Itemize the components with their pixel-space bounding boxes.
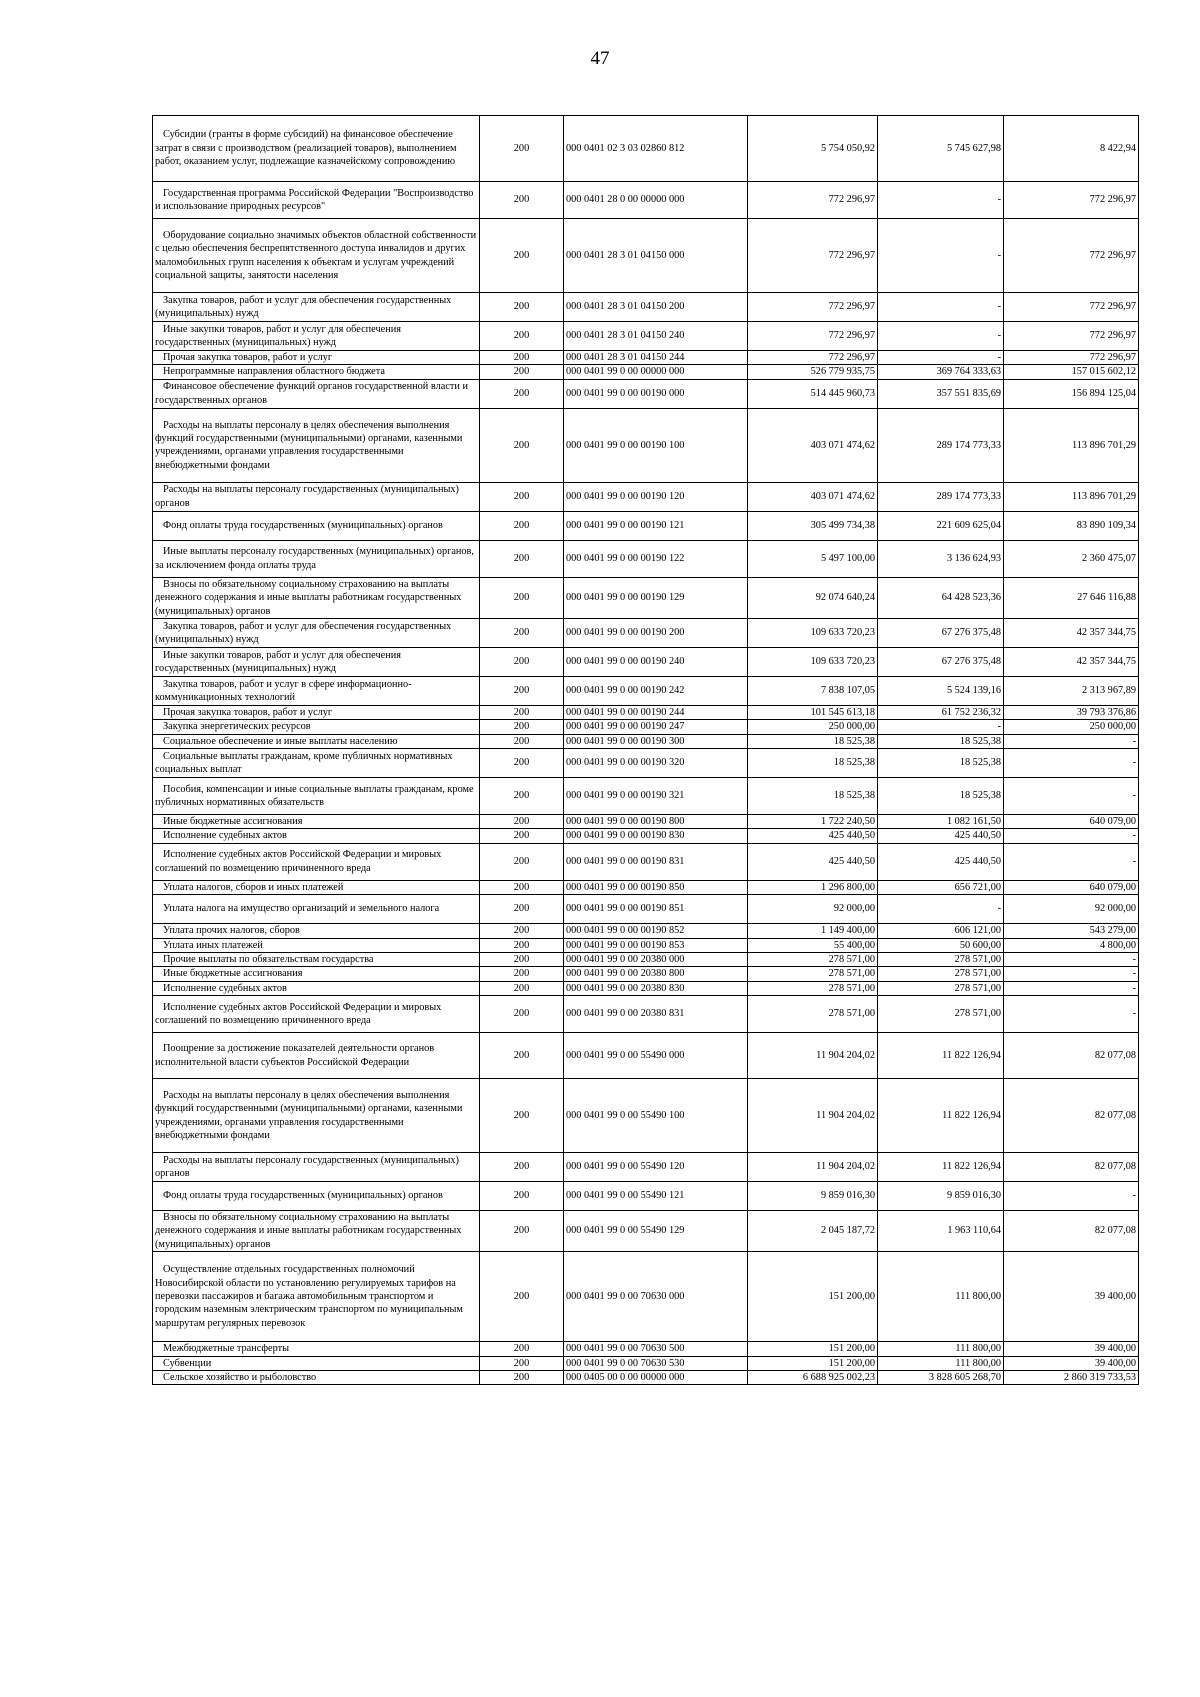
cell-rest: - <box>1004 734 1139 748</box>
cell-done: 278 571,00 <box>878 996 1004 1033</box>
cell-plan: 18 525,38 <box>748 749 878 778</box>
cell-done: 1 963 110,64 <box>878 1211 1004 1252</box>
cell-code: 200 <box>480 880 564 894</box>
cell-kbk: 000 0401 99 0 00 00190 851 <box>564 895 748 924</box>
cell-rest: 82 077,08 <box>1004 1153 1139 1182</box>
cell-name: Прочие выплаты по обязательствам государства <box>153 952 480 966</box>
table-row <box>153 577 1139 618</box>
table-row <box>153 778 1139 815</box>
table-row <box>153 219 1139 293</box>
cell-plan: 18 525,38 <box>748 734 878 748</box>
cell-plan: 250 000,00 <box>748 720 878 734</box>
table-row <box>153 1033 1139 1079</box>
cell-name: Прочая закупка товаров, работ и услуг <box>153 705 480 719</box>
cell-done: - <box>878 322 1004 351</box>
cell-name: Поощрение за достижение показателей деятельности органов исполнительной власти субъектов Российской Федерации <box>153 1033 480 1079</box>
cell-code: 200 <box>480 996 564 1033</box>
cell-kbk: 000 0401 99 0 00 00190 242 <box>564 676 748 705</box>
cell-code: 200 <box>480 676 564 705</box>
cell-done: - <box>878 351 1004 365</box>
cell-name: Закупка товаров, работ и услуг для обеспечения государственных (муниципальных) нужд <box>153 293 480 322</box>
cell-plan: 1 296 800,00 <box>748 880 878 894</box>
cell-kbk: 000 0401 99 0 00 00190 300 <box>564 734 748 748</box>
cell-rest: 27 646 116,88 <box>1004 577 1139 618</box>
cell-code: 200 <box>480 351 564 365</box>
cell-plan: 278 571,00 <box>748 952 878 966</box>
cell-name: Пособия, компенсации и иные социальные выплаты гражданам, кроме публичных нормативных обязательств <box>153 778 480 815</box>
cell-plan: 151 200,00 <box>748 1356 878 1370</box>
cell-name: Субвенции <box>153 1356 480 1370</box>
table-row <box>153 618 1139 647</box>
cell-plan: 772 296,97 <box>748 293 878 322</box>
cell-kbk: 000 0401 99 0 00 00190 800 <box>564 815 748 829</box>
cell-kbk: 000 0401 99 0 00 55490 120 <box>564 1153 748 1182</box>
cell-kbk: 000 0401 99 0 00 70630 530 <box>564 1356 748 1370</box>
cell-code: 200 <box>480 182 564 219</box>
cell-rest: - <box>1004 967 1139 981</box>
cell-plan: 151 200,00 <box>748 1342 878 1356</box>
cell-rest: - <box>1004 996 1139 1033</box>
cell-rest: 39 400,00 <box>1004 1356 1139 1370</box>
cell-code: 200 <box>480 219 564 293</box>
table-row <box>153 829 1139 843</box>
cell-name: Взносы по обязательному социальному страхованию на выплаты денежного содержания и иные выплаты работникам государственных (муниципальных) органов <box>153 1211 480 1252</box>
cell-done: 289 174 773,33 <box>878 408 1004 482</box>
cell-name: Уплата налогов, сборов и иных платежей <box>153 880 480 894</box>
cell-plan: 2 045 187,72 <box>748 1211 878 1252</box>
cell-name: Закупка товаров, работ и услуг для обеспечения государственных (муниципальных) нужд <box>153 618 480 647</box>
cell-kbk: 000 0401 99 0 00 20380 800 <box>564 967 748 981</box>
table-row <box>153 720 1139 734</box>
cell-code: 200 <box>480 540 564 577</box>
cell-code: 200 <box>480 1182 564 1211</box>
cell-done: 425 440,50 <box>878 843 1004 880</box>
cell-done: - <box>878 293 1004 322</box>
cell-plan: 11 904 204,02 <box>748 1153 878 1182</box>
cell-done: 289 174 773,33 <box>878 482 1004 511</box>
cell-kbk: 000 0401 99 0 00 00190 831 <box>564 843 748 880</box>
cell-name: Иные закупки товаров, работ и услуг для обеспечения государственных (муниципальных) нужд <box>153 322 480 351</box>
cell-plan: 403 071 474,62 <box>748 482 878 511</box>
cell-done: 5 745 627,98 <box>878 116 1004 182</box>
cell-done: 3 136 624,93 <box>878 540 1004 577</box>
cell-name: Сельское хозяйство и рыболовство <box>153 1370 480 1384</box>
cell-plan: 772 296,97 <box>748 182 878 219</box>
cell-done: 18 525,38 <box>878 749 1004 778</box>
cell-code: 200 <box>480 577 564 618</box>
page-number: 47 <box>590 48 610 69</box>
table-row <box>153 952 1139 966</box>
cell-kbk: 000 0401 99 0 00 55490 000 <box>564 1033 748 1079</box>
table-row <box>153 182 1139 219</box>
cell-code: 200 <box>480 1153 564 1182</box>
table-row <box>153 924 1139 938</box>
cell-rest: 82 077,08 <box>1004 1079 1139 1153</box>
cell-name: Расходы на выплаты персоналу государственных (муниципальных) органов <box>153 1153 480 1182</box>
table-row <box>153 895 1139 924</box>
cell-done: 656 721,00 <box>878 880 1004 894</box>
cell-code: 200 <box>480 734 564 748</box>
cell-rest: - <box>1004 843 1139 880</box>
cell-code: 200 <box>480 1342 564 1356</box>
cell-rest: 113 896 701,29 <box>1004 408 1139 482</box>
table-row <box>153 981 1139 995</box>
cell-name: Финансовое обеспечение функций органов государственной власти и государственных органов <box>153 379 480 408</box>
cell-plan: 151 200,00 <box>748 1252 878 1342</box>
cell-name: Межбюджетные трансферты <box>153 1342 480 1356</box>
cell-kbk: 000 0401 99 0 00 00190 129 <box>564 577 748 618</box>
cell-name: Фонд оплаты труда государственных (муниципальных) органов <box>153 511 480 540</box>
cell-done: 221 609 625,04 <box>878 511 1004 540</box>
table-row <box>153 365 1139 379</box>
cell-code: 200 <box>480 618 564 647</box>
cell-done: 369 764 333,63 <box>878 365 1004 379</box>
table-row <box>153 880 1139 894</box>
cell-code: 200 <box>480 981 564 995</box>
cell-plan: 305 499 734,38 <box>748 511 878 540</box>
cell-code: 200 <box>480 967 564 981</box>
table-row <box>153 996 1139 1033</box>
cell-name: Социальные выплаты гражданам, кроме публичных нормативных социальных выплат <box>153 749 480 778</box>
table-row <box>153 1356 1139 1370</box>
table-row <box>153 1079 1139 1153</box>
cell-code: 200 <box>480 293 564 322</box>
cell-code: 200 <box>480 843 564 880</box>
cell-name: Расходы на выплаты персоналу государственных (муниципальных) органов <box>153 482 480 511</box>
cell-kbk: 000 0401 99 0 00 00190 853 <box>564 938 748 952</box>
cell-plan: 278 571,00 <box>748 967 878 981</box>
cell-plan: 772 296,97 <box>748 322 878 351</box>
cell-done: 606 121,00 <box>878 924 1004 938</box>
cell-done: 61 752 236,32 <box>878 705 1004 719</box>
cell-plan: 11 904 204,02 <box>748 1079 878 1153</box>
cell-plan: 101 545 613,18 <box>748 705 878 719</box>
cell-rest: - <box>1004 1182 1139 1211</box>
cell-rest: 157 015 602,12 <box>1004 365 1139 379</box>
cell-done: 11 822 126,94 <box>878 1033 1004 1079</box>
cell-done: - <box>878 720 1004 734</box>
cell-rest: 113 896 701,29 <box>1004 482 1139 511</box>
cell-done: 111 800,00 <box>878 1356 1004 1370</box>
cell-code: 200 <box>480 952 564 966</box>
cell-code: 200 <box>480 815 564 829</box>
cell-name: Расходы на выплаты персоналу в целях обеспечения выполнения функций государственными (муниципальными) органами, казенными учреждениями, органами управления государственными внебюджетными фондами <box>153 1079 480 1153</box>
cell-done: - <box>878 182 1004 219</box>
cell-code: 200 <box>480 749 564 778</box>
cell-rest: 772 296,97 <box>1004 219 1139 293</box>
cell-rest: 2 313 967,89 <box>1004 676 1139 705</box>
cell-rest: 83 890 109,34 <box>1004 511 1139 540</box>
cell-rest: 543 279,00 <box>1004 924 1139 938</box>
cell-plan: 425 440,50 <box>748 829 878 843</box>
cell-code: 200 <box>480 1356 564 1370</box>
cell-rest: 92 000,00 <box>1004 895 1139 924</box>
cell-kbk: 000 0401 99 0 00 55490 121 <box>564 1182 748 1211</box>
table-row <box>153 116 1139 182</box>
cell-code: 200 <box>480 1252 564 1342</box>
cell-code: 200 <box>480 829 564 843</box>
cell-kbk: 000 0401 99 0 00 55490 100 <box>564 1079 748 1153</box>
cell-code: 200 <box>480 1079 564 1153</box>
cell-kbk: 000 0401 02 3 03 02860 812 <box>564 116 748 182</box>
cell-rest: 250 000,00 <box>1004 720 1139 734</box>
cell-rest: 82 077,08 <box>1004 1033 1139 1079</box>
cell-done: 64 428 523,36 <box>878 577 1004 618</box>
cell-rest: 156 894 125,04 <box>1004 379 1139 408</box>
cell-rest: 39 793 376,86 <box>1004 705 1139 719</box>
cell-done: 278 571,00 <box>878 952 1004 966</box>
cell-kbk: 000 0401 99 0 00 00190 247 <box>564 720 748 734</box>
cell-done: 1 082 161,50 <box>878 815 1004 829</box>
cell-done: 278 571,00 <box>878 981 1004 995</box>
cell-name: Субсидии (гранты в форме субсидий) на финансовое обеспечение затрат в связи с производством (реализацией товаров), выполнением работ, оказанием услуг, подлежащие казначейскому сопровождению <box>153 116 480 182</box>
cell-code: 200 <box>480 1211 564 1252</box>
cell-kbk: 000 0401 99 0 00 00190 120 <box>564 482 748 511</box>
cell-plan: 772 296,97 <box>748 219 878 293</box>
cell-kbk: 000 0401 99 0 00 20380 831 <box>564 996 748 1033</box>
cell-name: Закупка товаров, работ и услуг в сфере информационно-коммуникационных технологий <box>153 676 480 705</box>
cell-rest: 8 422,94 <box>1004 116 1139 182</box>
cell-name: Уплата налога на имущество организаций и земельного налога <box>153 895 480 924</box>
cell-name: Иные закупки товаров, работ и услуг для обеспечения государственных (муниципальных) нужд <box>153 647 480 676</box>
cell-kbk: 000 0401 99 0 00 00190 240 <box>564 647 748 676</box>
cell-plan: 9 859 016,30 <box>748 1182 878 1211</box>
cell-code: 200 <box>480 116 564 182</box>
cell-kbk: 000 0401 99 0 00 00190 200 <box>564 618 748 647</box>
cell-rest: 772 296,97 <box>1004 351 1139 365</box>
cell-done: 111 800,00 <box>878 1252 1004 1342</box>
table-row <box>153 379 1139 408</box>
cell-kbk: 000 0401 99 0 00 55490 129 <box>564 1211 748 1252</box>
table-row <box>153 351 1139 365</box>
cell-name: Взносы по обязательному социальному страхованию на выплаты денежного содержания и иные выплаты работникам государственных (муниципальных) органов <box>153 577 480 618</box>
cell-name: Осуществление отдельных государственных полномочий Новосибирской области по установлению регулируемых тарифов на перевозки пассажиров и багажа автомобильным транспортом и городским наземным электрическим транспортом по муниципальным маршрутам регулярных перевозок <box>153 1252 480 1342</box>
cell-kbk: 000 0401 99 0 00 00190 852 <box>564 924 748 938</box>
cell-done: 5 524 139,16 <box>878 676 1004 705</box>
cell-name: Исполнение судебных актов Российской Федерации и мировых соглашений по возмещению причиненного вреда <box>153 843 480 880</box>
cell-done: 425 440,50 <box>878 829 1004 843</box>
cell-code: 200 <box>480 365 564 379</box>
cell-kbk: 000 0401 28 3 01 04150 244 <box>564 351 748 365</box>
cell-done: 18 525,38 <box>878 778 1004 815</box>
cell-plan: 425 440,50 <box>748 843 878 880</box>
table-row <box>153 705 1139 719</box>
table-row <box>153 843 1139 880</box>
cell-kbk: 000 0401 99 0 00 00190 321 <box>564 778 748 815</box>
table-row <box>153 293 1139 322</box>
cell-rest: 42 357 344,75 <box>1004 618 1139 647</box>
cell-done: 18 525,38 <box>878 734 1004 748</box>
cell-code: 200 <box>480 647 564 676</box>
cell-kbk: 000 0401 99 0 00 70630 500 <box>564 1342 748 1356</box>
cell-done: 67 276 375,48 <box>878 618 1004 647</box>
cell-name: Уплата прочих налогов, сборов <box>153 924 480 938</box>
cell-plan: 1 722 240,50 <box>748 815 878 829</box>
table-row <box>153 408 1139 482</box>
cell-name: Закупка энергетических ресурсов <box>153 720 480 734</box>
cell-rest: 640 079,00 <box>1004 880 1139 894</box>
cell-plan: 92 000,00 <box>748 895 878 924</box>
cell-kbk: 000 0401 99 0 00 00000 000 <box>564 365 748 379</box>
cell-code: 200 <box>480 322 564 351</box>
cell-kbk: 000 0405 00 0 00 00000 000 <box>564 1370 748 1384</box>
cell-done: - <box>878 895 1004 924</box>
cell-done: 11 822 126,94 <box>878 1079 1004 1153</box>
cell-name: Оборудование социально значимых объектов областной собственности с целью обеспечения беспрепятственного доступа инвалидов и других маломобильных групп населения к объектам и услугам учреждений социальной защиты, занятости населения <box>153 219 480 293</box>
cell-plan: 278 571,00 <box>748 996 878 1033</box>
cell-done: 357 551 835,69 <box>878 379 1004 408</box>
cell-plan: 6 688 925 002,23 <box>748 1370 878 1384</box>
cell-rest: 2 360 475,07 <box>1004 540 1139 577</box>
cell-kbk: 000 0401 99 0 00 20380 830 <box>564 981 748 995</box>
cell-plan: 18 525,38 <box>748 778 878 815</box>
cell-code: 200 <box>480 720 564 734</box>
cell-rest: 39 400,00 <box>1004 1252 1139 1342</box>
cell-plan: 5 754 050,92 <box>748 116 878 182</box>
cell-kbk: 000 0401 99 0 00 00190 121 <box>564 511 748 540</box>
cell-plan: 278 571,00 <box>748 981 878 995</box>
table-row <box>153 734 1139 748</box>
cell-name: Исполнение судебных актов Российской Федерации и мировых соглашений по возмещению причиненного вреда <box>153 996 480 1033</box>
cell-plan: 5 497 100,00 <box>748 540 878 577</box>
cell-name: Социальное обеспечение и иные выплаты населению <box>153 734 480 748</box>
cell-done: - <box>878 219 1004 293</box>
cell-code: 200 <box>480 379 564 408</box>
cell-plan: 514 445 960,73 <box>748 379 878 408</box>
table-row <box>153 1211 1139 1252</box>
table-row <box>153 1342 1139 1356</box>
cell-name: Фонд оплаты труда государственных (муниципальных) органов <box>153 1182 480 1211</box>
cell-name: Уплата иных платежей <box>153 938 480 952</box>
table-row <box>153 322 1139 351</box>
cell-rest: 42 357 344,75 <box>1004 647 1139 676</box>
cell-rest: - <box>1004 829 1139 843</box>
cell-done: 111 800,00 <box>878 1342 1004 1356</box>
cell-name: Иные бюджетные ассигнования <box>153 815 480 829</box>
cell-kbk: 000 0401 99 0 00 00190 000 <box>564 379 748 408</box>
cell-kbk: 000 0401 28 3 01 04150 240 <box>564 322 748 351</box>
cell-code: 200 <box>480 924 564 938</box>
cell-code: 200 <box>480 778 564 815</box>
cell-rest: 4 800,00 <box>1004 938 1139 952</box>
cell-plan: 403 071 474,62 <box>748 408 878 482</box>
table-row <box>153 676 1139 705</box>
cell-plan: 92 074 640,24 <box>748 577 878 618</box>
table-row <box>153 1370 1139 1384</box>
table-row <box>153 647 1139 676</box>
cell-kbk: 000 0401 99 0 00 70630 000 <box>564 1252 748 1342</box>
cell-rest: 39 400,00 <box>1004 1342 1139 1356</box>
cell-name: Иные выплаты персоналу государственных (муниципальных) органов, за исключением фонда оплаты труда <box>153 540 480 577</box>
table-row <box>153 815 1139 829</box>
cell-done: 3 828 605 268,70 <box>878 1370 1004 1384</box>
cell-kbk: 000 0401 28 3 01 04150 200 <box>564 293 748 322</box>
table-row <box>153 1153 1139 1182</box>
cell-rest: - <box>1004 749 1139 778</box>
cell-rest: - <box>1004 778 1139 815</box>
cell-rest: 772 296,97 <box>1004 293 1139 322</box>
cell-name: Прочая закупка товаров, работ и услуг <box>153 351 480 365</box>
table-row <box>153 938 1139 952</box>
cell-name: Государственная программа Российской Федерации "Воспроизводство и использование природных ресурсов" <box>153 182 480 219</box>
cell-done: 278 571,00 <box>878 967 1004 981</box>
cell-code: 200 <box>480 1370 564 1384</box>
cell-code: 200 <box>480 1033 564 1079</box>
cell-done: 67 276 375,48 <box>878 647 1004 676</box>
table-row <box>153 511 1139 540</box>
cell-name: Расходы на выплаты персоналу в целях обеспечения выполнения функций государственными (муниципальными) органами, казенными учреждениями, органами управления государственными внебюджетными фондами <box>153 408 480 482</box>
cell-plan: 7 838 107,05 <box>748 676 878 705</box>
cell-kbk: 000 0401 99 0 00 00190 320 <box>564 749 748 778</box>
cell-code: 200 <box>480 705 564 719</box>
cell-rest: 2 860 319 733,53 <box>1004 1370 1139 1384</box>
table-row <box>153 967 1139 981</box>
cell-kbk: 000 0401 99 0 00 00190 850 <box>564 880 748 894</box>
cell-code: 200 <box>480 482 564 511</box>
table-row <box>153 1182 1139 1211</box>
table-row <box>153 540 1139 577</box>
cell-rest: 82 077,08 <box>1004 1211 1139 1252</box>
cell-plan: 11 904 204,02 <box>748 1033 878 1079</box>
cell-done: 9 859 016,30 <box>878 1182 1004 1211</box>
cell-kbk: 000 0401 99 0 00 00190 100 <box>564 408 748 482</box>
cell-kbk: 000 0401 99 0 00 20380 000 <box>564 952 748 966</box>
cell-name: Исполнение судебных актов <box>153 829 480 843</box>
cell-kbk: 000 0401 28 3 01 04150 000 <box>564 219 748 293</box>
cell-code: 200 <box>480 938 564 952</box>
cell-rest: 772 296,97 <box>1004 182 1139 219</box>
cell-done: 11 822 126,94 <box>878 1153 1004 1182</box>
cell-plan: 772 296,97 <box>748 351 878 365</box>
table-row <box>153 482 1139 511</box>
cell-kbk: 000 0401 28 0 00 00000 000 <box>564 182 748 219</box>
cell-kbk: 000 0401 99 0 00 00190 244 <box>564 705 748 719</box>
cell-rest: 772 296,97 <box>1004 322 1139 351</box>
cell-rest: 640 079,00 <box>1004 815 1139 829</box>
table-row <box>153 749 1139 778</box>
cell-plan: 109 633 720,23 <box>748 618 878 647</box>
cell-code: 200 <box>480 511 564 540</box>
cell-code: 200 <box>480 408 564 482</box>
budget-table-body <box>153 116 1139 1385</box>
cell-name: Непрограммные направления областного бюджета <box>153 365 480 379</box>
budget-table <box>152 115 1139 1385</box>
cell-rest: - <box>1004 952 1139 966</box>
cell-rest: - <box>1004 981 1139 995</box>
cell-plan: 109 633 720,23 <box>748 647 878 676</box>
cell-name: Иные бюджетные ассигнования <box>153 967 480 981</box>
cell-kbk: 000 0401 99 0 00 00190 122 <box>564 540 748 577</box>
cell-plan: 526 779 935,75 <box>748 365 878 379</box>
cell-kbk: 000 0401 99 0 00 00190 830 <box>564 829 748 843</box>
cell-code: 200 <box>480 895 564 924</box>
cell-plan: 55 400,00 <box>748 938 878 952</box>
cell-plan: 1 149 400,00 <box>748 924 878 938</box>
cell-name: Исполнение судебных актов <box>153 981 480 995</box>
cell-done: 50 600,00 <box>878 938 1004 952</box>
table-row <box>153 1252 1139 1342</box>
